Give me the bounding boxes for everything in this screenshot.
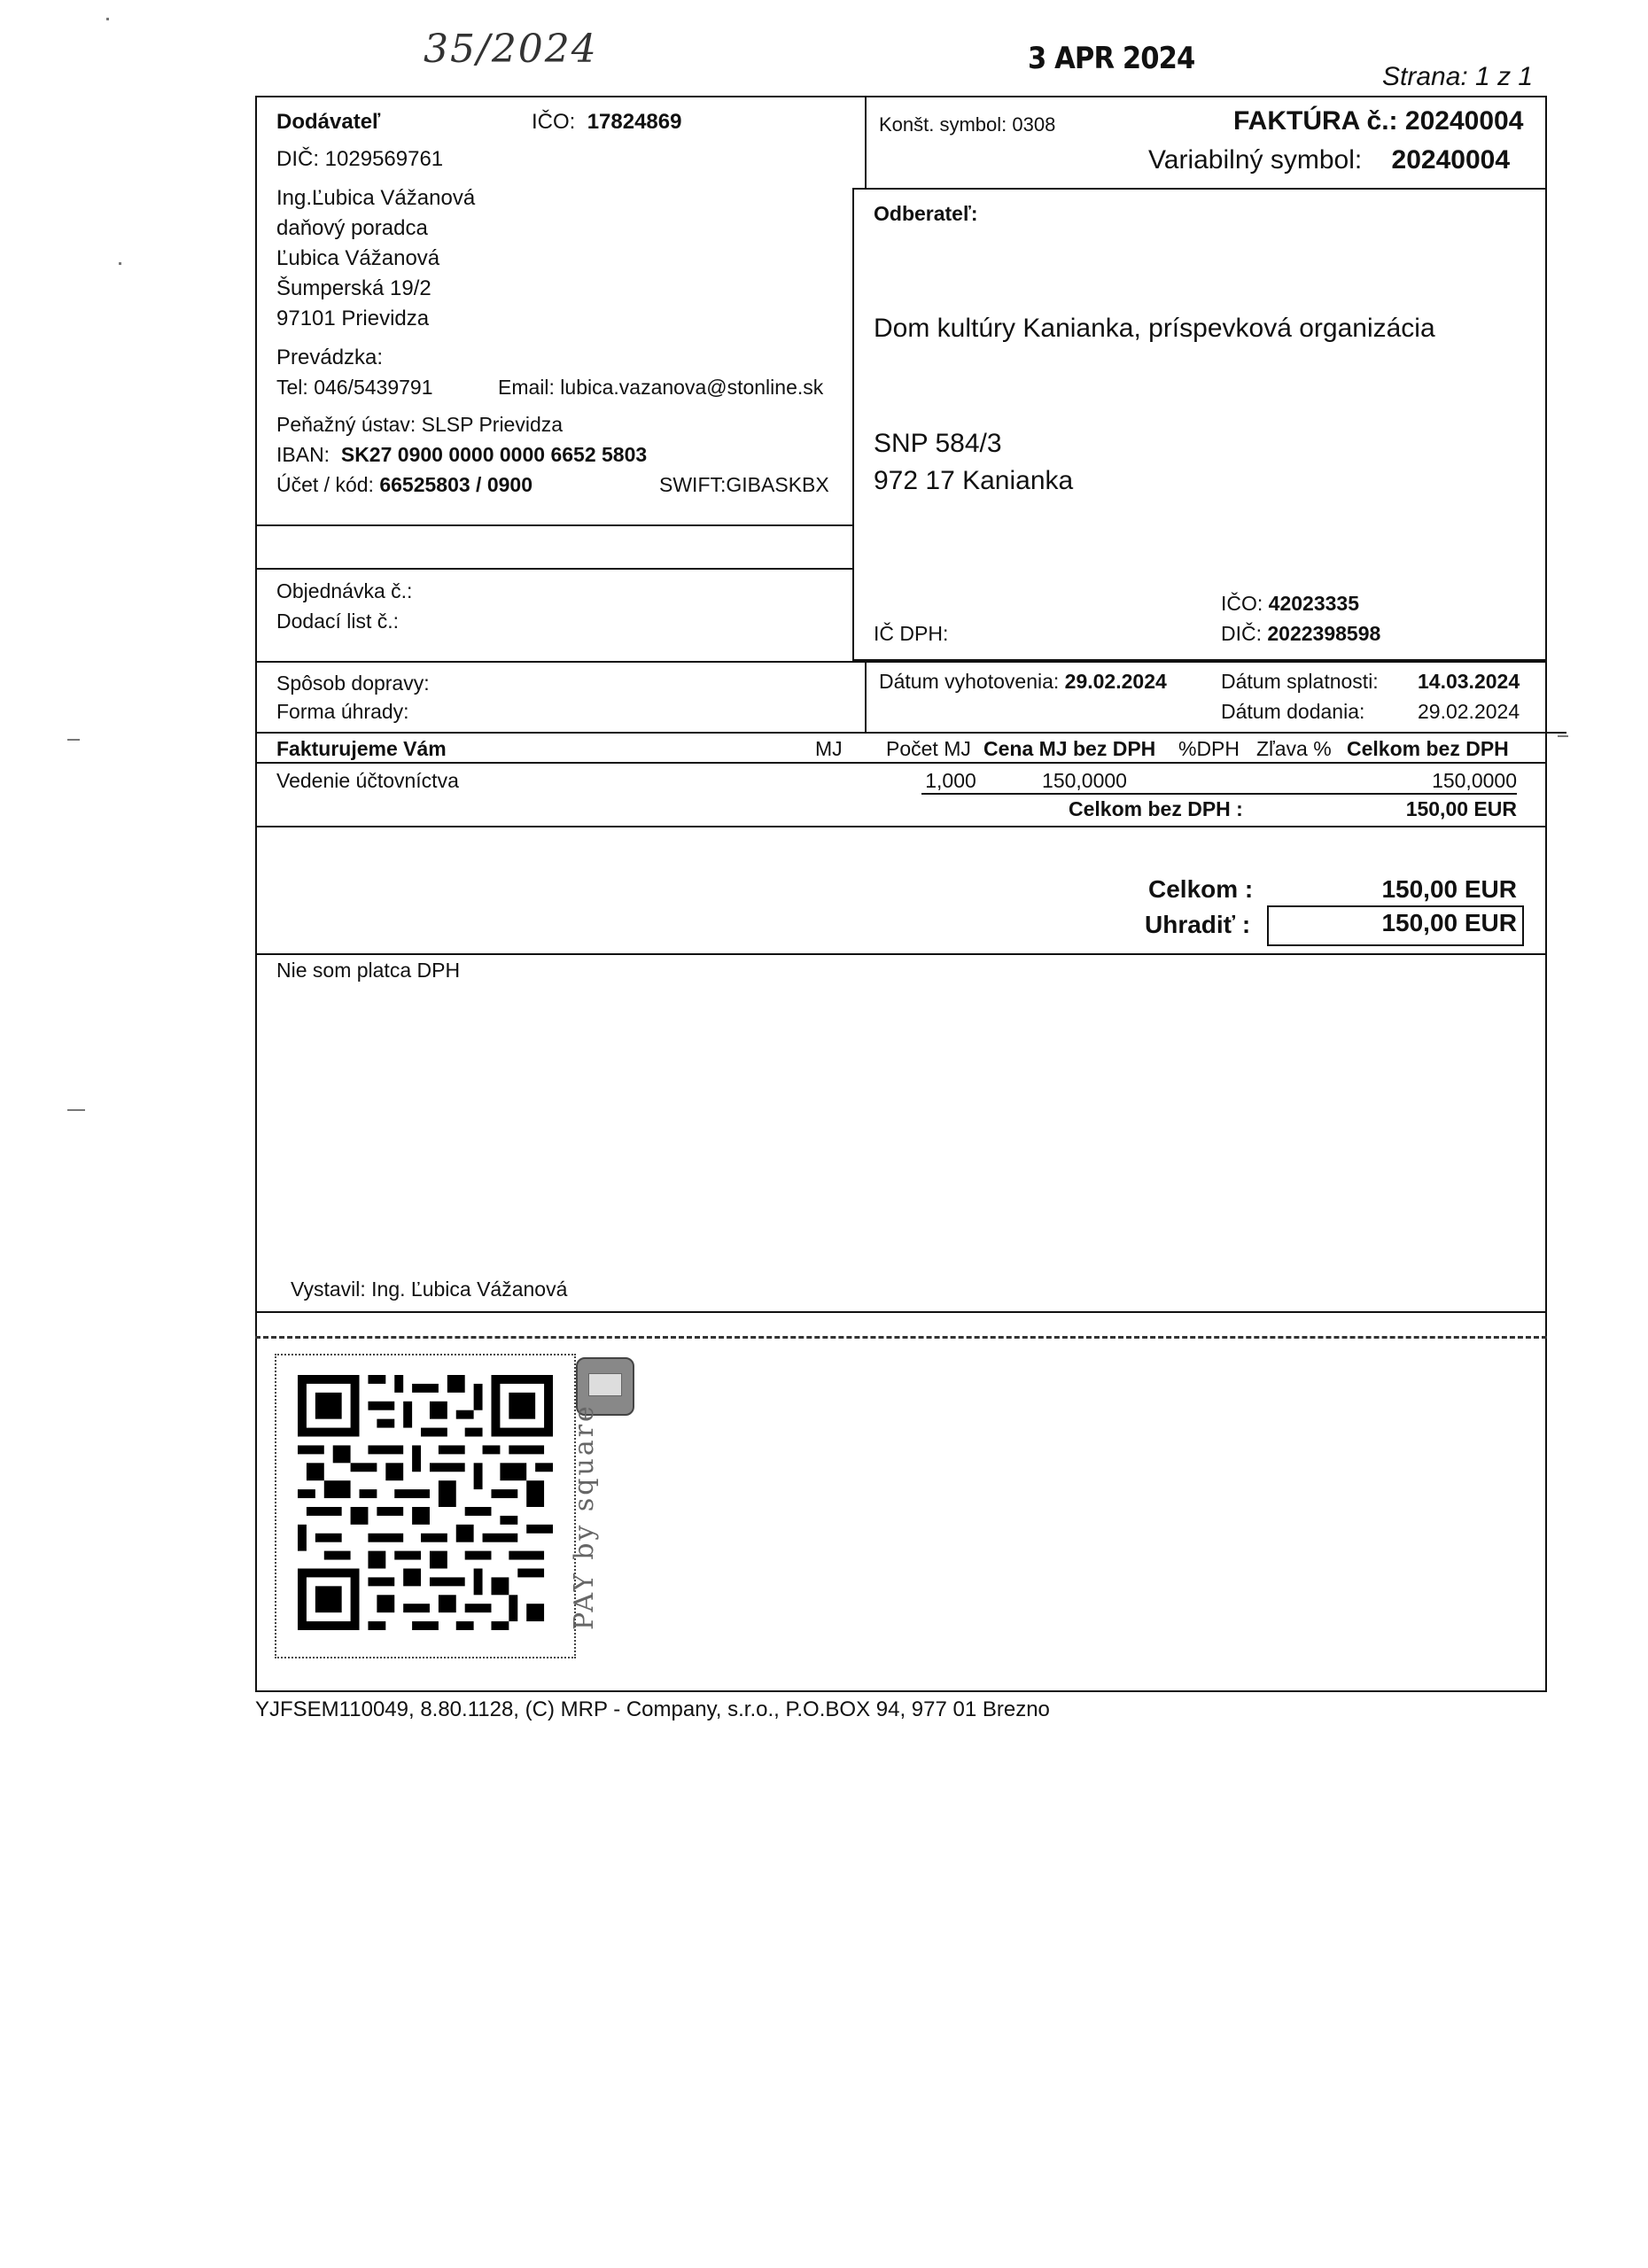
handwritten-note: 35/2024 <box>424 27 598 72</box>
customer-vat-id-label: IČ DPH: <box>874 622 949 645</box>
supplier-premises-label: Prevádzka: <box>276 346 384 369</box>
col-total: Celkom bez DPH <box>1347 737 1509 760</box>
supplier-tel: Tel: 046/5439791 <box>276 376 433 399</box>
row-unit-price: 150,0000 <box>980 769 1189 795</box>
supplier-bank: Peňažný ústav: SLSP Prievidza <box>276 413 564 436</box>
subtotal-label: Celkom bez DPH : <box>1069 797 1243 820</box>
supplier-swift: SWIFT:GIBASKBX <box>659 473 829 496</box>
due-date-label: Dátum splatnosti: <box>1221 670 1379 693</box>
qr-caption: PAY by square <box>569 1403 600 1630</box>
issue-date: Dátum vyhotovenia: 29.02.2024 <box>879 670 1167 693</box>
row-description: Vedenie účtovníctva <box>276 769 459 792</box>
due-date: 14.03.2024 <box>1418 670 1520 693</box>
supplier-email: Email: lubica.vazanova@stonline.sk <box>498 376 824 399</box>
invoice-number: FAKTÚRA č.: 20240004 <box>1233 106 1524 136</box>
supplier-ico: IČO: 17824869 <box>532 110 682 134</box>
delivery-note-label: Dodací list č.: <box>276 610 400 633</box>
total-label: Celkom : <box>1148 875 1254 903</box>
delivery-date-label: Dátum dodania: <box>1221 700 1365 723</box>
subtotal-value: 150,00 EUR <box>1405 797 1517 820</box>
customer-dic: DIČ: 2022398598 <box>1221 622 1381 645</box>
customer-box <box>852 188 1547 661</box>
header-divider <box>865 96 867 190</box>
qr-code-icon <box>298 1375 553 1630</box>
customer-name: Dom kultúry Kanianka, príspevková organizácia <box>874 314 1435 343</box>
row-qty: 1,000 <box>921 769 980 795</box>
supplier-header: Dodávateľ <box>276 110 381 134</box>
col-description: Fakturujeme Vám <box>276 737 447 760</box>
page-indicator: Strana: 1 z 1 <box>1382 62 1534 91</box>
footer-text: YJFSEM110049, 8.80.1128, (C) MRP - Company, s.r.o., P.O.BOX 94, 977 01 Brezno <box>255 1697 1050 1721</box>
order-label: Objednávka č.: <box>276 579 413 602</box>
customer-ico: IČO: 42023335 <box>1221 592 1360 615</box>
supplier-account: Účet / kód: 66525803 / 0900 <box>276 473 532 496</box>
issued-by: Vystavil: Ing. Ľubica Vážanová <box>291 1278 568 1301</box>
constant-symbol: Konšt. symbol: 0308 <box>879 113 1056 136</box>
supplier-iban: IBAN: SK27 0900 0000 0000 6652 5803 <box>276 443 648 466</box>
pay-value: 150,00 EUR <box>1381 909 1517 936</box>
delivery-date: 29.02.2024 <box>1418 700 1520 723</box>
col-vat: %DPH <box>1178 737 1240 760</box>
total-value: 150,00 EUR <box>1381 875 1517 903</box>
supplier-name-line: daňový poradca <box>276 216 428 240</box>
customer-street: SNP 584/3 <box>874 429 1002 458</box>
vat-note: Nie som platca DPH <box>276 959 461 982</box>
variable-symbol: Variabilný symbol: 20240004 <box>1148 145 1511 175</box>
supplier-dic: DIČ: 1029569761 <box>276 147 444 171</box>
cut-line <box>255 1336 1547 1339</box>
pay-label: Uhradiť : <box>1145 911 1251 938</box>
supplier-name-line: 97101 Prievidza <box>276 307 430 330</box>
supplier-name-line: Ľubica Vážanová <box>276 246 440 270</box>
customer-city: 972 17 Kanianka <box>874 466 1074 495</box>
col-unit: MJ <box>815 737 843 760</box>
supplier-name-line: Ing.Ľubica Vážanová <box>276 186 476 210</box>
customer-header: Odberateľ: <box>874 202 978 225</box>
received-stamp: 3 APR 2024 <box>1028 41 1195 76</box>
supplier-name-line: Šumperská 19/2 <box>276 276 431 300</box>
payment-label: Forma úhrady: <box>276 700 409 723</box>
col-discount: Zľava % <box>1256 737 1332 760</box>
row-total: 150,0000 <box>1189 769 1517 795</box>
col-qty: Počet MJ <box>886 737 971 760</box>
transport-label: Spôsob dopravy: <box>276 672 430 695</box>
col-unit-price: Cena MJ bez DPH <box>983 737 1156 760</box>
